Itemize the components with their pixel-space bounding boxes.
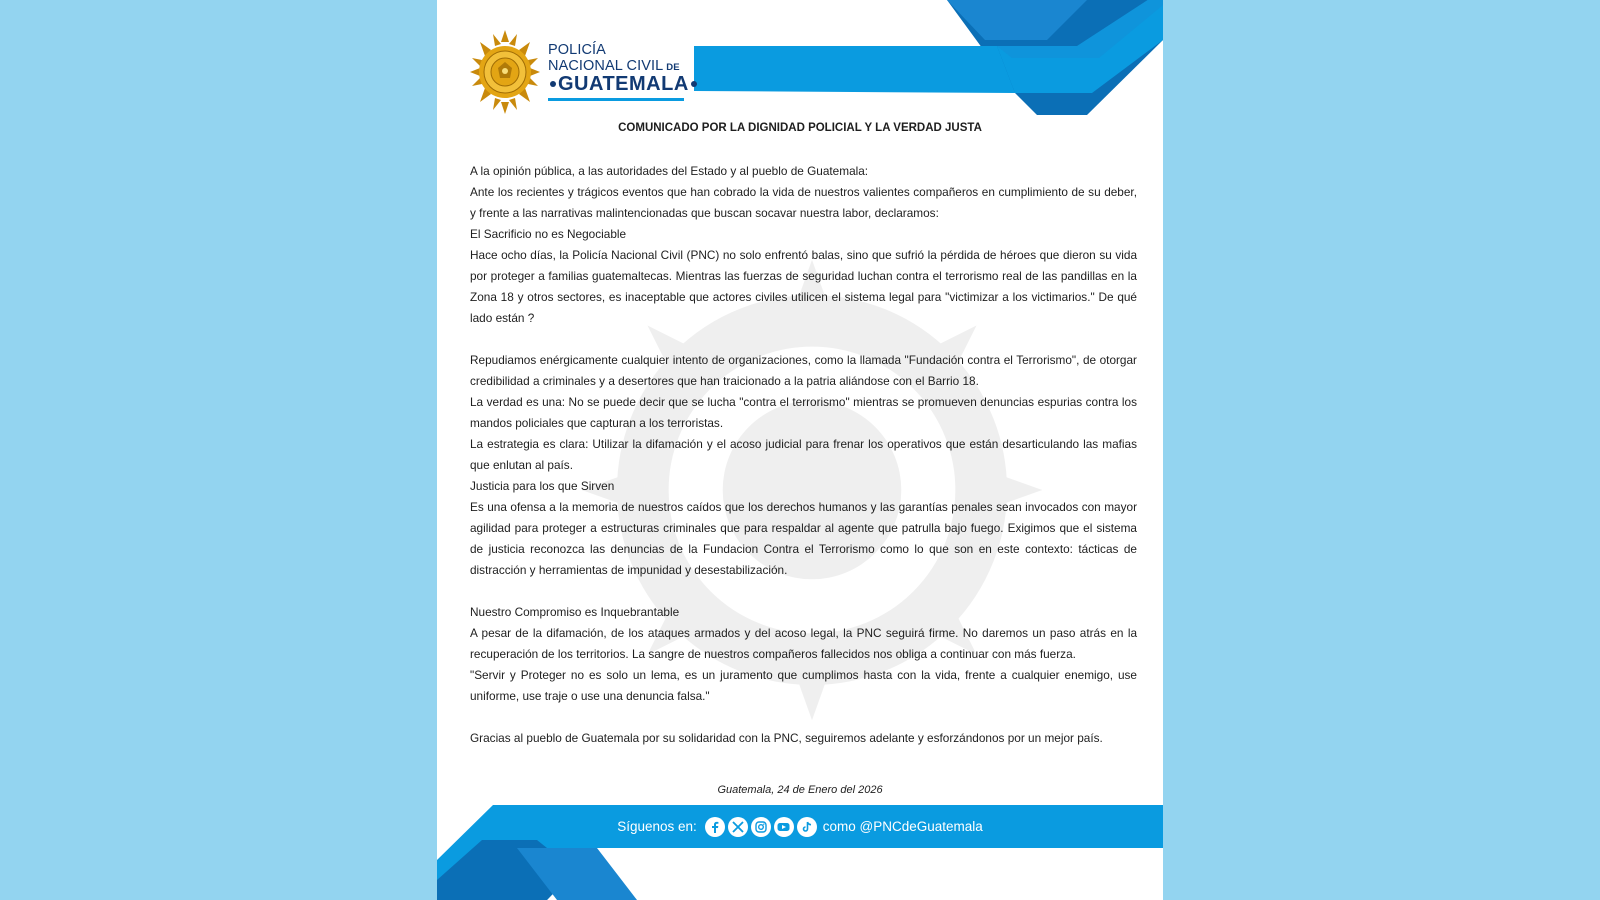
youtube-icon[interactable] <box>774 817 794 837</box>
spacer <box>470 329 1137 350</box>
follow-label: Síguenos en: <box>617 819 697 834</box>
org-line-1: POLICÍA <box>548 42 606 59</box>
section-heading-compromiso: Nuestro Compromiso es Inquebrantable <box>470 605 680 619</box>
paragraph-estrategia: La estrategia es clara: Utilizar la difamación y el acoso judicial para frenar los operativos que están desarticulando las mafias que enlutan al país. <box>470 437 1137 472</box>
section-heading-sacrificio: El Sacrificio no es Negociable <box>470 227 627 241</box>
quote-paragraph: "Servir y Proteger no es solo un lema, es un juramento que cumplimos hasta con la vida, frente a cualquier enemigo, use uniforme, use traje o use una denuncia falsa." <box>470 668 1137 703</box>
dot-right-icon <box>691 81 697 87</box>
paragraph-sacrificio: Hace ocho días, la Policía Nacional Civil (PNC) no solo enfrentó balas, sino que sufrió la pérdida de héroes que dieron su vida por proteger a familias guatemaltecas. Mientras las fuerzas de seguridad luchan contra el terrorismo real de las pandillas en la Zona 18 y otros sectores, es inaceptable que actores civiles utilicen el sistema legal para "victimizar a los victimarios." De qué lado están ? <box>470 248 1137 325</box>
pnc-logo <box>470 30 699 114</box>
paragraph-repudio: Repudiamos enérgicamente cualquier intento de organizaciones, como la llamada "Fundación contra el Terrorismo", de otorgar credibilidad a criminales y a desertores que han traicionado a la patria aliándose con el Barrio 18. <box>470 353 1137 388</box>
section-heading-justicia: Justicia para los que Sirven <box>470 479 615 493</box>
org-line-2 <box>548 59 699 74</box>
org-line-3 <box>548 74 699 95</box>
facebook-icon[interactable] <box>705 817 725 837</box>
social-footer <box>437 805 1163 848</box>
org-underline <box>548 98 684 101</box>
org-line-2-text: NACIONAL CIVIL <box>548 57 664 74</box>
org-line-3-text: GUATEMALA <box>558 72 689 95</box>
communique-page <box>437 0 1163 900</box>
dot-left-icon <box>550 81 556 87</box>
document-date: Guatemala, 24 de Enero del 2026 <box>717 784 883 796</box>
closing-paragraph: Gracias al pueblo de Guatemala por su solidaridad con la PNC, seguiremos adelante y esforzándonos por un mejor país. <box>470 731 1103 745</box>
instagram-icon[interactable] <box>751 817 771 837</box>
paragraph-verdad: La verdad es una: No se puede decir que se lucha "contra el terrorismo" mientras se promueven denuncias espurias contra los mandos policiales que capturan a los terroristas. <box>470 395 1137 430</box>
salutation: A la opinión pública, a las autoridades del Estado y al pueblo de Guatemala: <box>470 164 869 178</box>
x-icon[interactable] <box>728 817 748 837</box>
intro-paragraph: Ante los recientes y trágicos eventos que han cobrado la vida de nuestros valientes compañeros en cumplimiento de su deber, y frente a las narrativas malintencionadas que buscan socavar nuestra labor, declaramos: <box>470 185 1137 220</box>
communique-body <box>470 161 1137 749</box>
page-title: COMUNICADO POR LA DIGNIDAD POLICIAL Y LA VERDAD JUSTA <box>618 122 982 134</box>
social-handle: como @PNCdeGuatemala <box>822 819 983 834</box>
spacer <box>470 581 1137 602</box>
paragraph-compromiso: A pesar de la difamación, de los ataques armados y del acoso legal, la PNC seguirá firme. No daremos un paso atrás en la recuperación de los territorios. La sangre de nuestros compañeros fallecidos nos obliga a continuar con más fuerza. <box>470 626 1137 661</box>
spacer <box>470 707 1137 728</box>
org-name <box>548 43 699 100</box>
org-de: DE <box>666 61 680 73</box>
police-seal-icon <box>470 30 540 114</box>
tiktok-icon[interactable] <box>797 817 817 837</box>
paragraph-justicia: Es una ofensa a la memoria de nuestros caídos que los derechos humanos y las garantías penales sean invocados con mayor agilidad para proteger a estructuras criminales que para respaldar al agente que patrulla bajo fuego. Exigimos que el sistema de justicia reconozca las denuncias de la Fundacion Contra el Terrorismo como lo que son en este contexto: tácticas de distracción y herramientas de impunidad y desestabilización. <box>470 500 1137 577</box>
social-icons <box>705 817 817 837</box>
